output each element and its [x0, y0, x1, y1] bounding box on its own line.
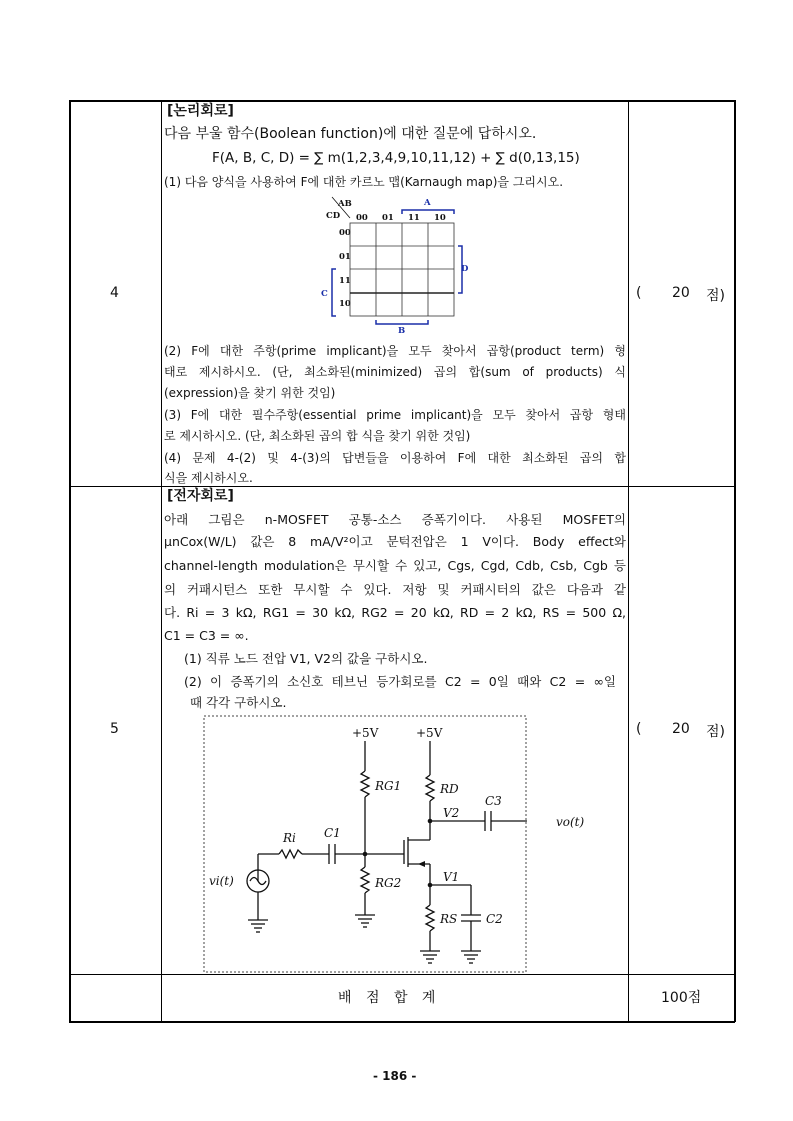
page-number: - 186 - [373, 1069, 417, 1083]
circuit-ri-label: Ri [283, 831, 296, 845]
q5-heading: [전자회로] [167, 488, 234, 504]
q5-line6: C1 = C3 = ∞. [164, 628, 249, 643]
table-row-divider-2 [69, 974, 735, 975]
table-right-border [734, 100, 736, 1022]
total-value: 100점 [661, 990, 702, 1006]
q5-line4: 의 커패시턴스 또한 무시할 수 있다. 저항 및 커패시터의 값은 다음과 같 [164, 582, 626, 597]
q4-intro: 다음 부울 함수(Boolean function)에 대한 질문에 답하시오. [164, 126, 537, 142]
table-col-divider-1 [161, 100, 162, 1022]
q4-part4-line2: 식을 제시하시오. [164, 471, 253, 485]
total-label: 배 점 합 계 [338, 990, 436, 1006]
q5-score-open: ( [636, 721, 642, 737]
kmap-row-label: 01 [339, 252, 351, 262]
kmap-corner-ab: AB [338, 199, 352, 209]
q5-line2: μnCox(W/L) 값은 8 mA/V²이고 문턱전압은 1 V이다. Body effect와 [164, 534, 626, 549]
question-number-4: 4 [110, 285, 119, 301]
kmap-col-label: 11 [408, 213, 420, 223]
q4-part2-line1: (2) F에 대한 주항(prime implicant)을 모두 찾아서 곱항(product term) 형 [164, 344, 626, 358]
circuit-diagram [203, 715, 527, 973]
circuit-c3-label: C3 [485, 794, 502, 808]
circuit-v1-label: V1 [443, 870, 460, 884]
kmap-row-label: 10 [339, 299, 351, 309]
q5-part2-line2: 때 각각 구하시오. [190, 695, 287, 710]
q4-part2-line3: (expression)을 찾기 위한 것임) [164, 386, 336, 400]
q4-part4-line1: (4) 문제 4-(2) 및 4-(3)의 답변들을 이용하여 F에 대한 최소화된 곱의 합 [164, 451, 626, 465]
q4-score-unit: 점) [706, 288, 725, 304]
q5-line3: channel-length modulation은 무시할 수 있고, Cgs, Cgd, Cdb, Csb, Cgb 등 [164, 558, 626, 573]
q5-part1: (1) 직류 노드 전압 V1, V2의 값을 구하시오. [184, 651, 428, 666]
circuit-c1-label: C1 [324, 826, 341, 840]
circuit-v2-label: V2 [443, 806, 460, 820]
circuit-rg1-label: RG1 [375, 779, 402, 793]
q5-score-unit: 점) [706, 724, 725, 740]
kmap-label-b: B [398, 326, 406, 334]
kmap-col-label: 01 [382, 213, 394, 223]
q4-score-value: 20 [672, 285, 690, 301]
q5-part2-line1: (2) 이 증폭기의 소신호 테브닌 등가회로를 C2 = 0일 때와 C2 = ∞일 [184, 674, 616, 689]
kmap-label-a: A [424, 198, 431, 208]
q5-line5: 다. Ri = 3 kΩ, RG1 = 30 kΩ, RG2 = 20 kΩ, RD = 2 kΩ, RS = 500 Ω, [164, 605, 626, 620]
circuit-c2-label: C2 [486, 912, 503, 926]
circuit-vo-label: vo(t) [556, 815, 585, 829]
q4-part3-line2: 로 제시하시오. (단, 최소화된 곱의 합 식을 찾기 위한 것임) [164, 429, 471, 443]
kmap-row-label: 00 [339, 228, 351, 238]
q4-part1: (1) 다음 양식을 사용하여 F에 대한 카르노 맵(Karnaugh map)을 그리시오. [164, 175, 564, 189]
q4-part2-line2: 태로 제시하시오. (단, 최소화된(minimized) 곱의 합(sum of products) 식 [164, 365, 626, 379]
circuit-rg2-label: RG2 [375, 876, 402, 890]
question-number-5: 5 [110, 721, 119, 737]
kmap-row-label: 11 [339, 276, 351, 286]
q4-score-open: ( [636, 285, 642, 301]
q5-score-value: 20 [672, 721, 690, 737]
circuit-vdd2-label: +5V [416, 726, 443, 740]
q4-heading: [논리회로] [167, 103, 234, 119]
kmap-col-label: 10 [434, 213, 446, 223]
q4-part3-line1: (3) F에 대한 필수주항(essential prime implicant)을 모두 찾아서 곱항 형태 [164, 408, 626, 422]
kmap-corner-cd: CD [326, 211, 341, 221]
kmap-label-d: D [461, 264, 469, 274]
kmap-label-c: C [321, 289, 328, 299]
circuit-rd-label: RD [440, 782, 459, 796]
karnaugh-map [318, 192, 478, 334]
table-col-divider-2 [628, 100, 629, 1022]
circuit-vi-label: vi(t) [209, 874, 234, 888]
circuit-vdd1-label: +5V [352, 726, 379, 740]
q5-line1: 아래 그림은 n-MOSFET 공통-소스 증폭기이다. 사용된 MOSFET의 [164, 512, 626, 527]
table-bottom-border [69, 1021, 735, 1023]
table-left-border [69, 100, 71, 1022]
kmap-col-label: 00 [356, 213, 368, 223]
q4-formula: F(A, B, C, D) = ∑ m(1,2,3,4,9,10,11,12) + ∑ d(0,13,15) [212, 150, 580, 166]
circuit-rs-label: RS [440, 912, 458, 926]
